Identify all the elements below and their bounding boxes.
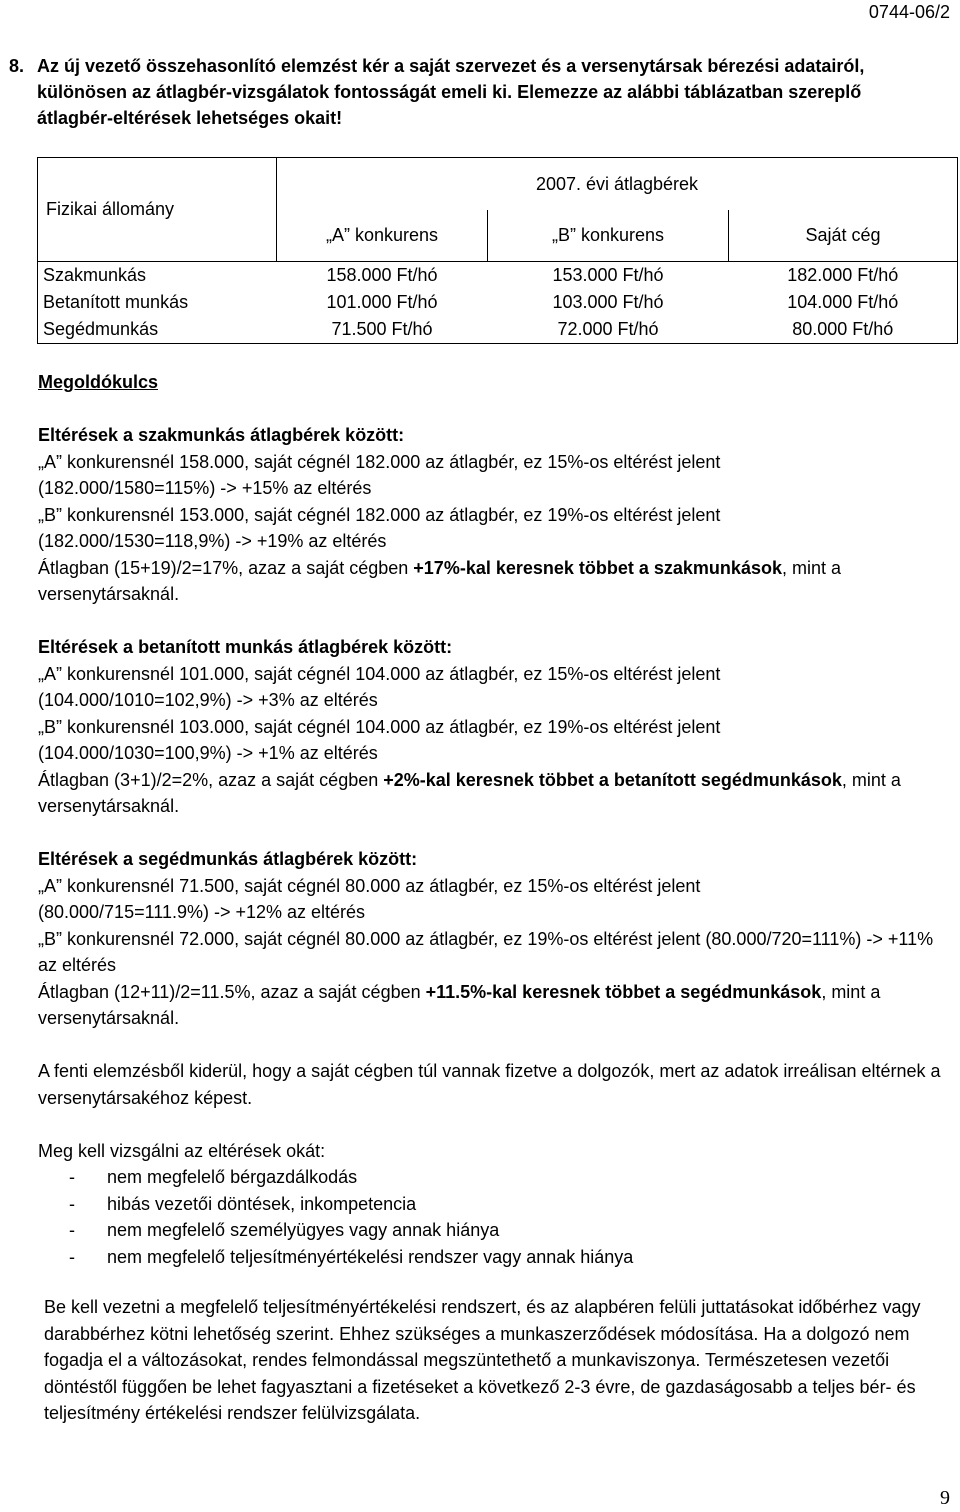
table-cell: 104.000 Ft/hó [729,289,958,316]
table-cell: 71.500 Ft/hó [277,316,488,344]
section-line: (80.000/715=111.9%) -> +12% az eltérés [38,902,366,922]
section-heading: Eltérések a segédmunkás átlagbérek között: [38,849,418,869]
table-cell: 153.000 Ft/hó [488,262,729,290]
table-corner-label: Fizikai állomány [38,158,277,262]
section-line: „B” konkurensnél 153.000, saját cégnél 182.000 az átlagbér, ez 19%-os eltérést jelent [38,504,721,525]
table-row [38,316,958,344]
reasons-list [38,1164,953,1270]
section-heading: Eltérések a szakmunkás átlagbérek között: [38,425,405,445]
table-cell: 101.000 Ft/hó [326,292,438,312]
wage-table [37,157,958,344]
table-cell: 72.000 Ft/hó [488,316,729,344]
section-line: (182.000/1580=115%) -> +15% az eltérés [38,478,372,498]
section-line: „A” konkurensnél 101.000, saját cégnél 104.000 az átlagbér, ez 15%-os eltérést jelent [38,663,721,684]
section-summary: Átlagban (12+11)/2=11.5%, azaz a saját cégben +11.5%-kal keresnek többet a segédmunkások, mint a versenytársaknál. [38,981,881,1028]
list-item: - nem megfelelő bérgazdálkodás [69,1167,358,1187]
solution-heading: Megoldókulcs [38,372,159,392]
table-cell: 103.000 Ft/hó [552,292,664,312]
section-line: „A” konkurensnél 158.000, saját cégnél 182.000 az átlagbér, ez 15%-os eltérést jelent [38,451,721,472]
page-number: 9 [940,1487,950,1509]
question-number: 8. [9,56,25,76]
table-cell: 80.000 Ft/hó [729,316,958,344]
row-label: Segédmunkás [38,316,277,344]
section-line: (104.000/1010=102,9%) -> +3% az eltérés [38,690,378,710]
reasons-intro: Meg kell vizsgálni az eltérések okát: [38,1140,326,1161]
table-row [38,289,958,316]
section-line: (182.000/1530=118,9%) -> +19% az eltérés [38,531,387,551]
section-line: (104.000/1030=100,9%) -> +1% az eltérés [38,743,378,763]
table-cell: 182.000 Ft/hó [729,262,958,290]
section-line: „A” konkurensnél 71.500, saját cégnél 80.000 az átlagbér, ez 15%-os eltérést jelent [38,875,701,896]
solution-body [38,369,953,1270]
row-label: Szakmunkás [38,262,277,290]
section-summary: Átlagban (15+19)/2=17%, azaz a saját cégben +17%-kal keresnek többet a szakmunkások, mint a versenytársaknál. [38,557,841,604]
section-heading: Eltérések a betanított munkás átlagbérek között: [38,637,453,657]
list-item: - nem megfelelő személyügyes vagy annak hiánya [69,1220,500,1240]
column-header-b: „B” konkurens [488,210,729,262]
table-year-header: 2007. évi átlagbérek [277,158,958,211]
table-cell: 158.000 Ft/hó [277,262,488,290]
section-line: „B” konkurensnél 103.000, saját cégnél 104.000 az átlagbér, ez 19%-os eltérést jelent [38,716,721,737]
column-header-a: „A” konkurens [277,210,488,262]
section-summary: Átlagban (3+1)/2=2%, azaz a saját cégben +2%-kal keresnek többet a betanított segédmunkások, mint a versenytársaknál. [38,769,901,816]
column-header-own: Saját cég [729,210,958,262]
conclusion-paragraph: A fenti elemzésből kiderül, hogy a saját cégben túl vannak fizetve a dolgozók, mert az adatok irreálisan eltérnek a versenytársakéhoz képest. [38,1061,941,1108]
row-label: Betanított munkás [38,289,277,316]
final-paragraph: Be kell vezetni a megfelelő teljesítményértékelési rendszert, és az alapbéren felüli juttatásokat időbérhez vagy darabbérhez kötni lehetőség szerint. Ehhez szükséges a munkaszerződések módosítása. Ha a dolgozó nem fogadja el a változásokat, rendes felmondással megszüntethető a munkaviszonya. Természetesen vezetői döntéstől függően be lehet fagyasztani a fizetéseket a következő 2-3 évre, de gazdaságosabb a teljes bér- és teljesítmény értékelési rendszer felülvizsgálata. [44,1297,921,1423]
section-line: „B” konkurensnél 72.000, saját cégnél 80.000 az átlagbér, ez 19%-os eltérést jelent (80.000/720=111%) -> +11% az eltérés [38,928,934,975]
list-item: - hibás vezetői döntések, inkompetencia [69,1193,417,1214]
page-code: 0744-06/2 [868,2,950,22]
question [0,53,940,131]
question-text: Az új vezető összehasonlító elemzést kér a saját szervezet és a versenytársak bérezési adatairól, különösen az átlagbér-vizsgálatok fontosságát emeli ki. Elemezze az alábbi táblázatban szereplő átlagbér-eltérések lehetséges okait! [37,56,865,128]
table-row [38,262,958,290]
list-item: - nem megfelelő teljesítményértékelési rendszer vagy annak hiánya [69,1246,634,1267]
